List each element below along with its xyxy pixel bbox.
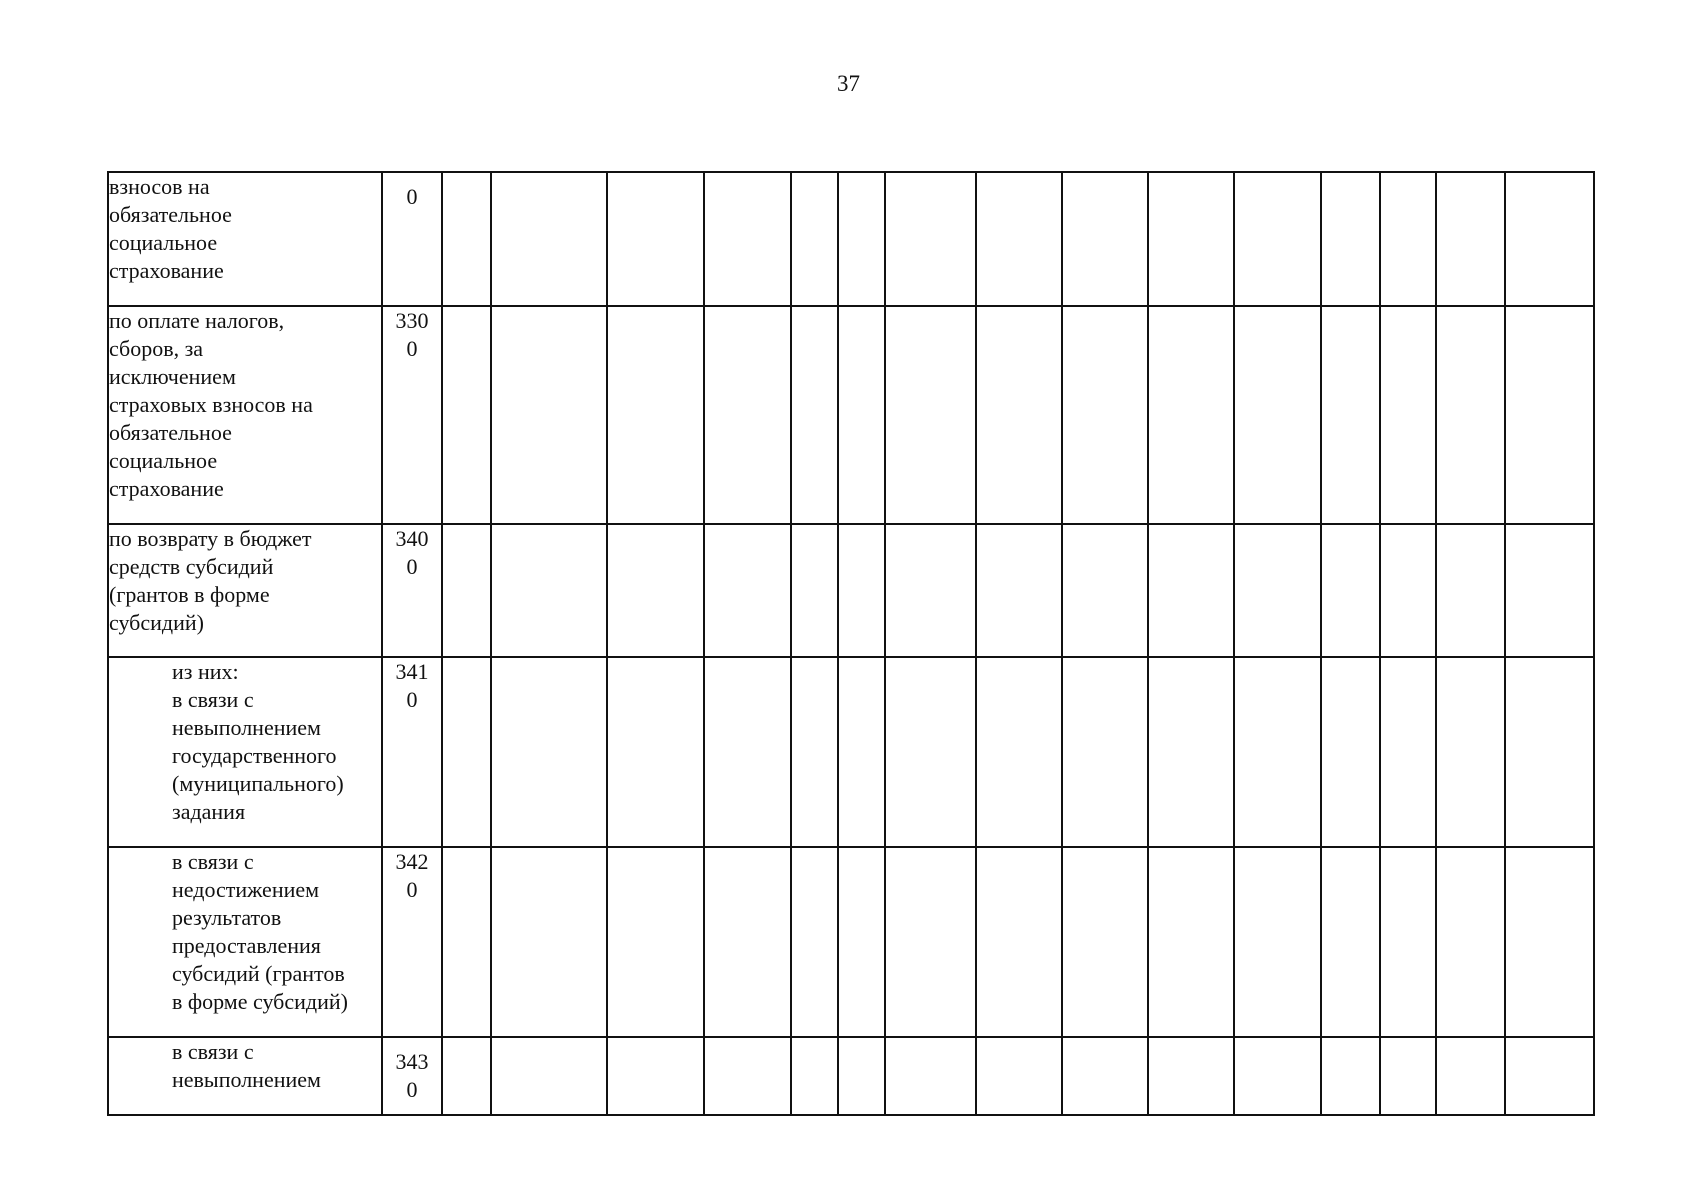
row-label xyxy=(108,657,382,847)
row-code-line: 330 xyxy=(395,308,429,333)
empty-cell xyxy=(976,524,1062,657)
empty-cell xyxy=(1436,524,1505,657)
empty-cell xyxy=(491,657,607,847)
empty-cell xyxy=(1321,306,1380,524)
row-label-line: невыполнением xyxy=(172,1067,321,1092)
empty-cell xyxy=(607,172,704,306)
row-label-line: субсидий (грантов xyxy=(172,961,345,986)
table-row xyxy=(108,1037,1594,1115)
empty-cell xyxy=(885,524,976,657)
empty-cell xyxy=(1505,524,1594,657)
row-code-line: 342 xyxy=(395,849,429,874)
empty-cell xyxy=(491,847,607,1037)
empty-cell xyxy=(1321,1037,1380,1115)
row-code-line: 341 xyxy=(395,659,429,684)
row-label-line: (муниципального) xyxy=(172,771,344,796)
row-code-line: 0 xyxy=(406,687,418,712)
row-code xyxy=(382,524,442,657)
empty-cell xyxy=(1321,657,1380,847)
empty-cell xyxy=(704,847,791,1037)
row-label-line: социальное xyxy=(109,448,218,473)
row-code-line: 0 xyxy=(406,554,418,579)
row-label xyxy=(108,172,382,306)
empty-cell xyxy=(791,172,838,306)
empty-cell xyxy=(838,524,885,657)
empty-cell xyxy=(607,524,704,657)
empty-cell xyxy=(885,847,976,1037)
empty-cell xyxy=(704,657,791,847)
empty-cell xyxy=(607,657,704,847)
empty-cell xyxy=(885,1037,976,1115)
empty-cell xyxy=(1234,306,1321,524)
empty-cell xyxy=(1436,306,1505,524)
empty-cell xyxy=(1380,172,1436,306)
empty-cell xyxy=(1062,1037,1148,1115)
row-label-line: обязательное xyxy=(109,420,232,445)
row-code-line: 0 xyxy=(406,1077,418,1102)
empty-cell xyxy=(442,172,491,306)
empty-cell xyxy=(885,306,976,524)
empty-cell xyxy=(976,657,1062,847)
empty-cell xyxy=(976,1037,1062,1115)
empty-cell xyxy=(838,657,885,847)
row-label-line: по оплате налогов, xyxy=(109,308,285,333)
empty-cell xyxy=(1321,847,1380,1037)
row-code xyxy=(382,657,442,847)
row-code xyxy=(382,847,442,1037)
empty-cell xyxy=(1380,847,1436,1037)
empty-cell xyxy=(1505,847,1594,1037)
row-label xyxy=(108,847,382,1037)
row-label-line: социальное xyxy=(109,230,218,255)
row-label xyxy=(108,524,382,657)
empty-cell xyxy=(838,847,885,1037)
empty-cell xyxy=(1234,172,1321,306)
empty-cell xyxy=(885,657,976,847)
empty-cell xyxy=(791,524,838,657)
row-label-line: исключением xyxy=(109,364,236,389)
empty-cell xyxy=(1148,847,1234,1037)
empty-cell xyxy=(838,306,885,524)
row-label-line: средств субсидий xyxy=(109,554,274,579)
row-label-line: в связи с xyxy=(172,1039,254,1064)
empty-cell xyxy=(791,306,838,524)
row-label-line: предоставления xyxy=(172,933,321,958)
empty-cell xyxy=(442,657,491,847)
empty-cell xyxy=(607,306,704,524)
empty-cell xyxy=(1505,306,1594,524)
row-label-line: страхование xyxy=(109,476,224,501)
row-code xyxy=(382,172,442,306)
row-code-line: 0 xyxy=(406,336,418,361)
table-row xyxy=(108,847,1594,1037)
empty-cell xyxy=(1505,172,1594,306)
row-label xyxy=(108,306,382,524)
empty-cell xyxy=(1234,847,1321,1037)
empty-cell xyxy=(791,847,838,1037)
row-label-line: (грантов в форме xyxy=(109,582,270,607)
empty-cell xyxy=(442,1037,491,1115)
empty-cell xyxy=(1062,524,1148,657)
empty-cell xyxy=(1148,657,1234,847)
row-label-line: в форме субсидий) xyxy=(172,989,348,1014)
empty-cell xyxy=(1380,1037,1436,1115)
empty-cell xyxy=(1436,847,1505,1037)
row-code-line: 343 xyxy=(395,1049,429,1074)
empty-cell xyxy=(838,1037,885,1115)
empty-cell xyxy=(1148,1037,1234,1115)
empty-cell xyxy=(491,172,607,306)
empty-cell xyxy=(976,306,1062,524)
empty-cell xyxy=(1234,657,1321,847)
empty-cell xyxy=(704,172,791,306)
empty-cell xyxy=(1380,657,1436,847)
empty-cell xyxy=(442,306,491,524)
row-code xyxy=(382,306,442,524)
empty-cell xyxy=(1148,306,1234,524)
empty-cell xyxy=(607,1037,704,1115)
table-row xyxy=(108,657,1594,847)
page-number: 37 xyxy=(837,71,860,96)
empty-cell xyxy=(607,847,704,1037)
empty-cell xyxy=(1436,657,1505,847)
row-code-line: 0 xyxy=(406,184,418,209)
row-code-line: 0 xyxy=(406,877,418,902)
empty-cell xyxy=(442,524,491,657)
empty-cell xyxy=(704,1037,791,1115)
empty-cell xyxy=(1062,306,1148,524)
row-label-line: задания xyxy=(172,799,246,824)
row-label-line: в связи с xyxy=(172,687,254,712)
empty-cell xyxy=(1148,172,1234,306)
empty-cell xyxy=(491,524,607,657)
row-label-line: государственного xyxy=(172,743,337,768)
row-code-line: 340 xyxy=(395,526,429,551)
empty-cell xyxy=(1062,847,1148,1037)
row-label-line: обязательное xyxy=(109,202,232,227)
table-row xyxy=(108,524,1594,657)
table-row xyxy=(108,172,1594,306)
empty-cell xyxy=(1062,657,1148,847)
empty-cell xyxy=(885,172,976,306)
empty-cell xyxy=(1062,172,1148,306)
empty-cell xyxy=(1436,172,1505,306)
row-label-line: страхование xyxy=(109,258,224,283)
empty-cell xyxy=(491,306,607,524)
empty-cell xyxy=(1505,657,1594,847)
empty-cell xyxy=(791,657,838,847)
report-table xyxy=(107,171,1595,1116)
empty-cell xyxy=(1234,1037,1321,1115)
empty-cell xyxy=(1321,524,1380,657)
empty-cell xyxy=(1380,524,1436,657)
row-label-line: взносов на xyxy=(109,174,210,199)
row-label-line: страховых взносов на xyxy=(109,392,313,417)
empty-cell xyxy=(704,524,791,657)
row-label-line: из них: xyxy=(172,659,239,684)
empty-cell xyxy=(1234,524,1321,657)
empty-cell xyxy=(491,1037,607,1115)
row-label-line: по возврату в бюджет xyxy=(109,526,312,551)
empty-cell xyxy=(442,847,491,1037)
empty-cell xyxy=(976,847,1062,1037)
empty-cell xyxy=(1148,524,1234,657)
row-label xyxy=(108,1037,382,1115)
row-label-line: недостижением xyxy=(172,877,320,902)
row-code xyxy=(382,1037,442,1115)
empty-cell xyxy=(704,306,791,524)
row-label-line: в связи с xyxy=(172,849,254,874)
row-label-line: сборов, за xyxy=(109,336,204,361)
row-label-line: невыполнением xyxy=(172,715,321,740)
empty-cell xyxy=(1436,1037,1505,1115)
empty-cell xyxy=(1505,1037,1594,1115)
empty-cell xyxy=(1321,172,1380,306)
table-row xyxy=(108,306,1594,524)
empty-cell xyxy=(1380,306,1436,524)
empty-cell xyxy=(838,172,885,306)
row-label-line: субсидий) xyxy=(109,610,204,635)
empty-cell xyxy=(791,1037,838,1115)
empty-cell xyxy=(976,172,1062,306)
row-label-line: результатов xyxy=(172,905,282,930)
